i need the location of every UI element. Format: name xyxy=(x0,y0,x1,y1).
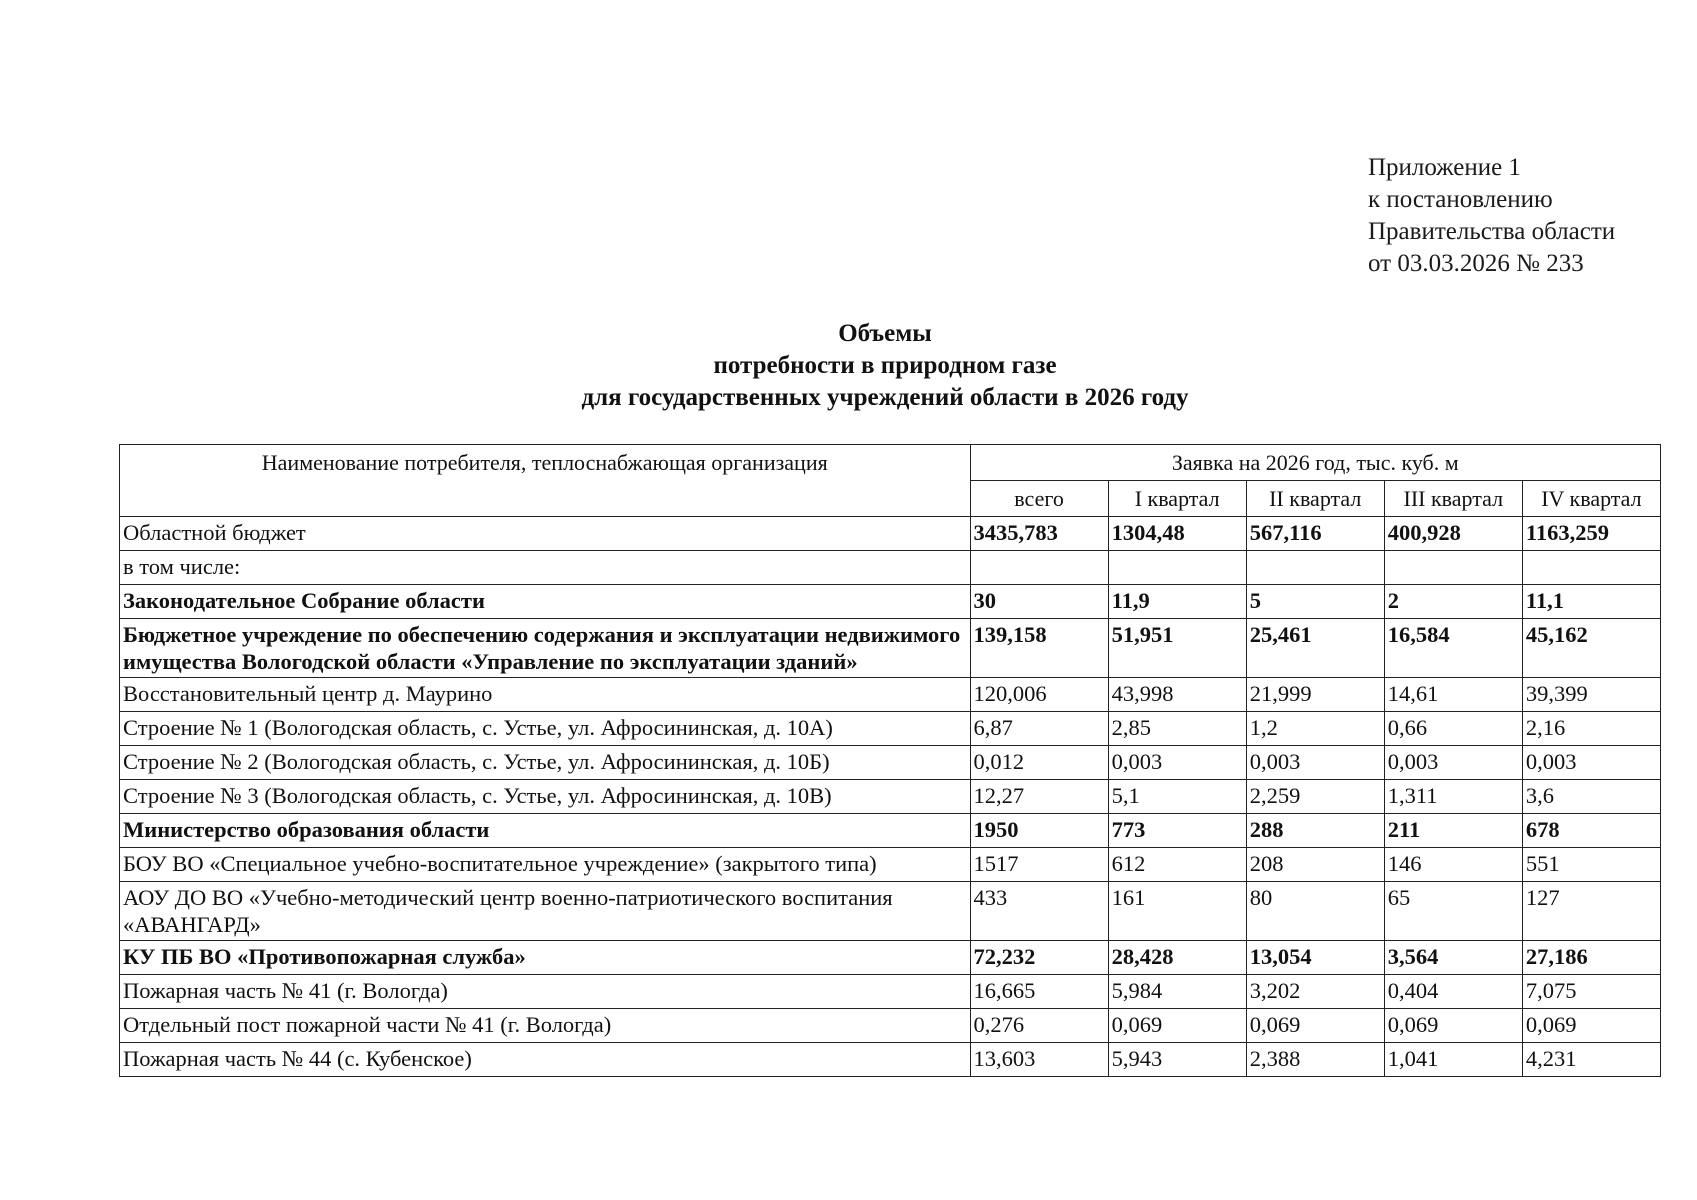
cell-total: 1517 xyxy=(970,848,1108,882)
gas-demand-table xyxy=(119,444,1661,1077)
cell-q1: 43,998 xyxy=(1108,678,1246,712)
cell-q4 xyxy=(1522,551,1660,585)
cell-total: 3435,783 xyxy=(970,517,1108,551)
header-q1: I квартал xyxy=(1108,481,1246,517)
header-consumer-name: Наименование потребителя, теплоснабжающая организация xyxy=(120,445,971,517)
cell-q2: 5 xyxy=(1246,585,1384,619)
row-name: Строение № 2 (Вологодская область, с. Устье, ул. Афросининская, д. 10Б) xyxy=(120,746,971,780)
document-title xyxy=(430,318,1340,414)
cell-q4: 39,399 xyxy=(1522,678,1660,712)
title-line-3: для государственных учреждений области в 2026 году xyxy=(581,384,1189,411)
cell-total: 16,665 xyxy=(970,975,1108,1009)
cell-total: 433 xyxy=(970,882,1108,941)
header-q3: III квартал xyxy=(1384,481,1522,517)
cell-q4: 678 xyxy=(1522,814,1660,848)
cell-q3: 0,66 xyxy=(1384,712,1522,746)
cell-q1: 51,951 xyxy=(1108,619,1246,678)
cell-q4: 0,003 xyxy=(1522,746,1660,780)
table-row xyxy=(120,678,1661,712)
cell-total: 1950 xyxy=(970,814,1108,848)
cell-q2: 2,388 xyxy=(1246,1043,1384,1077)
cell-q4: 0,069 xyxy=(1522,1009,1660,1043)
cell-q3: 1,041 xyxy=(1384,1043,1522,1077)
cell-q3: 0,404 xyxy=(1384,975,1522,1009)
row-name: КУ ПБ ВО «Противопожарная служба» xyxy=(120,941,971,975)
header-q2: II квартал xyxy=(1246,481,1384,517)
cell-q1: 0,003 xyxy=(1108,746,1246,780)
cell-q2: 21,999 xyxy=(1246,678,1384,712)
cell-q3: 146 xyxy=(1384,848,1522,882)
cell-q1: 28,428 xyxy=(1108,941,1246,975)
cell-q2: 208 xyxy=(1246,848,1384,882)
row-name: Пожарная часть № 41 (г. Вологда) xyxy=(120,975,971,1009)
table-row xyxy=(120,882,1661,941)
cell-q4: 7,075 xyxy=(1522,975,1660,1009)
cell-q1: 773 xyxy=(1108,814,1246,848)
row-name: Министерство образования области xyxy=(120,814,971,848)
table-row xyxy=(120,551,1661,585)
row-name: БОУ ВО «Специальное учебно-воспитательное учреждение» (закрытого типа) xyxy=(120,848,971,882)
cell-total: 6,87 xyxy=(970,712,1108,746)
cell-total: 13,603 xyxy=(970,1043,1108,1077)
cell-q2: 80 xyxy=(1246,882,1384,941)
title-line-2: потребности в природном газе xyxy=(713,352,1057,379)
table-row xyxy=(120,746,1661,780)
annex-line-3: Правительства области xyxy=(1368,218,1616,245)
cell-q3: 211 xyxy=(1384,814,1522,848)
cell-q3 xyxy=(1384,551,1522,585)
cell-q4: 2,16 xyxy=(1522,712,1660,746)
cell-q3: 3,564 xyxy=(1384,941,1522,975)
table-row xyxy=(120,517,1661,551)
cell-q1: 612 xyxy=(1108,848,1246,882)
cell-q4: 3,6 xyxy=(1522,780,1660,814)
cell-q2: 1,2 xyxy=(1246,712,1384,746)
cell-q2: 2,259 xyxy=(1246,780,1384,814)
cell-q4: 4,231 xyxy=(1522,1043,1660,1077)
cell-q1: 5,1 xyxy=(1108,780,1246,814)
cell-q3: 16,584 xyxy=(1384,619,1522,678)
header-total: всего xyxy=(970,481,1108,517)
cell-q3: 2 xyxy=(1384,585,1522,619)
cell-q1: 5,984 xyxy=(1108,975,1246,1009)
header-q4: IV квартал xyxy=(1522,481,1660,517)
cell-q3: 400,928 xyxy=(1384,517,1522,551)
row-name: Восстановительный центр д. Маурино xyxy=(120,678,971,712)
cell-total: 120,006 xyxy=(970,678,1108,712)
cell-total: 12,27 xyxy=(970,780,1108,814)
cell-q2: 25,461 xyxy=(1246,619,1384,678)
cell-q1: 5,943 xyxy=(1108,1043,1246,1077)
title-line-1: Объемы xyxy=(838,320,932,347)
annex-block xyxy=(1368,152,1615,280)
table-row xyxy=(120,1009,1661,1043)
annex-line-1: Приложение 1 xyxy=(1368,154,1521,181)
row-name: Законодательное Собрание области xyxy=(120,585,971,619)
row-name: Бюджетное учреждение по обеспечению содержания и эксплуатации недвижимого имущества Вологодской области «Управление по эксплуатации зданий» xyxy=(120,619,971,678)
cell-q2: 3,202 xyxy=(1246,975,1384,1009)
cell-q1: 1304,48 xyxy=(1108,517,1246,551)
row-name: Строение № 3 (Вологодская область, с. Устье, ул. Афросининская, д. 10В) xyxy=(120,780,971,814)
cell-q4: 127 xyxy=(1522,882,1660,941)
cell-q4: 1163,259 xyxy=(1522,517,1660,551)
table-row xyxy=(120,941,1661,975)
header-request: Заявка на 2026 год, тыс. куб. м xyxy=(970,445,1660,481)
cell-total: 30 xyxy=(970,585,1108,619)
cell-q4: 551 xyxy=(1522,848,1660,882)
table-row xyxy=(120,814,1661,848)
table-row xyxy=(120,975,1661,1009)
cell-q1: 11,9 xyxy=(1108,585,1246,619)
cell-total: 72,232 xyxy=(970,941,1108,975)
row-name: Строение № 1 (Вологодская область, с. Устье, ул. Афросининская, д. 10А) xyxy=(120,712,971,746)
cell-total: 139,158 xyxy=(970,619,1108,678)
table-row xyxy=(120,780,1661,814)
cell-q2 xyxy=(1246,551,1384,585)
annex-line-2: к постановлению xyxy=(1368,186,1553,213)
cell-q2: 288 xyxy=(1246,814,1384,848)
cell-q1 xyxy=(1108,551,1246,585)
cell-q1: 161 xyxy=(1108,882,1246,941)
cell-total: 0,012 xyxy=(970,746,1108,780)
cell-q3: 14,61 xyxy=(1384,678,1522,712)
cell-q3: 0,069 xyxy=(1384,1009,1522,1043)
cell-q2: 0,069 xyxy=(1246,1009,1384,1043)
row-name: АОУ ДО ВО «Учебно-методический центр военно-патриотического воспитания «АВАНГАРД» xyxy=(120,882,971,941)
table-row xyxy=(120,585,1661,619)
cell-q1: 0,069 xyxy=(1108,1009,1246,1043)
table-row xyxy=(120,712,1661,746)
row-name: Отдельный пост пожарной части № 41 (г. Вологда) xyxy=(120,1009,971,1043)
cell-q3: 65 xyxy=(1384,882,1522,941)
row-name: в том числе: xyxy=(120,551,971,585)
cell-total: 0,276 xyxy=(970,1009,1108,1043)
cell-q3: 0,003 xyxy=(1384,746,1522,780)
cell-q1: 2,85 xyxy=(1108,712,1246,746)
table-row xyxy=(120,848,1661,882)
cell-q2: 567,116 xyxy=(1246,517,1384,551)
cell-q4: 27,186 xyxy=(1522,941,1660,975)
annex-line-4: от 03.03.2026 № 233 xyxy=(1368,250,1584,277)
table-row xyxy=(120,1043,1661,1077)
row-name: Пожарная часть № 44 (с. Кубенское) xyxy=(120,1043,971,1077)
cell-q3: 1,311 xyxy=(1384,780,1522,814)
cell-q2: 13,054 xyxy=(1246,941,1384,975)
cell-total xyxy=(970,551,1108,585)
table-row xyxy=(120,619,1661,678)
row-name: Областной бюджет xyxy=(120,517,971,551)
cell-q4: 45,162 xyxy=(1522,619,1660,678)
cell-q2: 0,003 xyxy=(1246,746,1384,780)
cell-q4: 11,1 xyxy=(1522,585,1660,619)
